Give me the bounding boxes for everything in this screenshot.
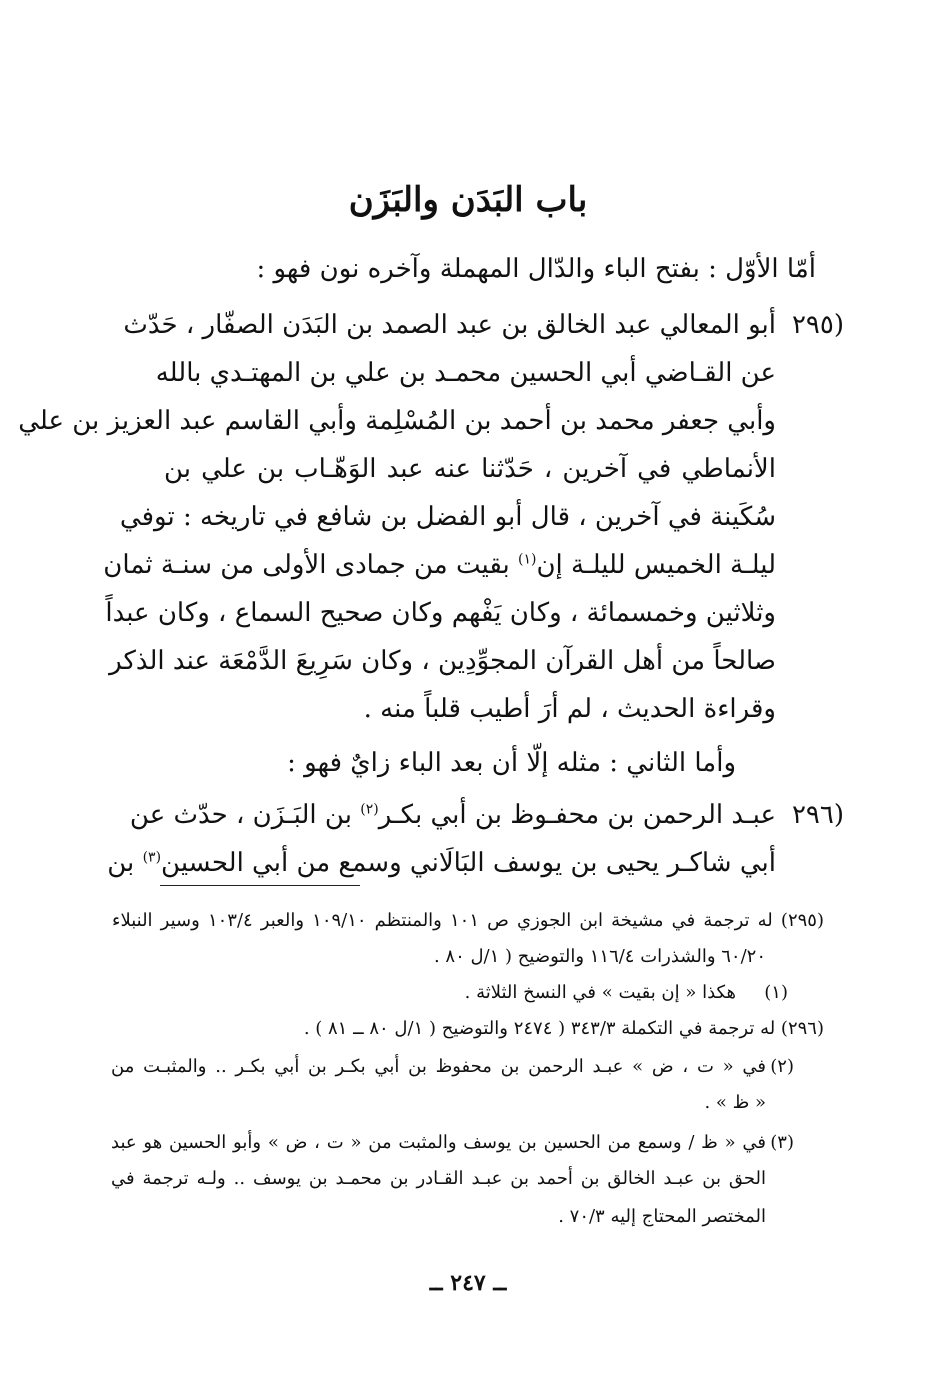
entry-295-line-2: عن القـاضي أبي الحسين محمـد بن علي بن المهتـدي بالله: [155, 358, 776, 388]
entry-295-line-3: وأبي جعفر محمد بن أحمد بن المُسْلِمة وأبي القاسم عبد العزيز بن علي: [18, 406, 776, 436]
footnote-2-number: (٢): [770, 1056, 794, 1077]
entry-296-line-2: [107, 848, 776, 878]
footnote-3-number: (٣): [770, 1132, 794, 1153]
entry-number-295: (٢٩٥: [791, 310, 844, 340]
entry-number-296: (٢٩٦: [791, 800, 844, 830]
intro-second-section: وأما الثاني : مثله إلّا أن بعد الباء زايٌ فهو :: [287, 748, 736, 778]
entry-296-line-2-start: أبي شاكـر يحيى بن يوسف البَالَاني وسمع من أبي الحسين: [161, 848, 776, 878]
entry-295-line-7: وثلاثين وخمسمائة ، وكان يَفْهم وكان صحيح السماع ، وكان عبداً: [105, 598, 776, 628]
footnote-3-line-3: المختصر المحتاج إليه ٧٠/٣ .: [558, 1206, 766, 1227]
footnote-295-line-2: ٦٠/٢٠ والشذرات ١١٦/٤ والتوضيح ( ١/ل ٨٠ .: [433, 946, 766, 967]
footnote-295-line-1: (٢٩٥) له ترجمة في مشيخة ابن الجوزي ص ١٠١ والمنتظم ١٠٩/١٠ والعبر ١٠٣/٤ وسير النبلاء: [112, 910, 824, 931]
entry-296-line-2-end: بن: [107, 848, 143, 878]
footnote-2-line-2: « ظ » .: [704, 1092, 766, 1113]
entry-296-line-1: [129, 800, 776, 830]
entry-295-line-6-end: بقيت من جمادى الأولى من سنـة ثمان: [103, 550, 518, 580]
entry-295-line-1: أبو المعالي عبد الخالق بن عبد الصمد بن البَدَن الصفّار ، حَدّث: [123, 310, 776, 340]
footnote-3-line-1: في « ظ / وسمع من الحسين بن يوسف والمثبت من « ت ، ض » وأبو الحسين هو عبد: [111, 1132, 766, 1153]
entry-295-line-9: وقراءة الحديث ، لم أرَ أطيب قلباً منه .: [363, 694, 776, 724]
entry-295-line-5: سُكَينة في آخرين ، قال أبو الفضل بن شافع في تاريخه : توفي: [119, 502, 776, 532]
footnote-ref-1: (١): [517, 551, 537, 568]
entry-295-line-4: الأنماطي في آخرين ، حَدّثنا عنه عبد الوَهّـاب بن علي بن: [164, 454, 776, 484]
footnote-1-number: (١): [764, 982, 788, 1003]
footnote-296: (٢٩٦) له ترجمة في التكملة ٣٤٣/٣ ( ٢٤٧٤ والتوضيح ( ١/ل ٨٠ ــ ٨١ ) .: [303, 1018, 824, 1039]
footnote-ref-2: (٢): [360, 801, 379, 818]
footnote-3-line-2: الحق بن عبـد الخالق بن أحمد بن عبـد القـادر بن محمـد بن يوسف .. ولـه ترجمة في: [111, 1168, 766, 1189]
footnote-ref-3: (٣): [142, 849, 162, 866]
intro-first-section: أمّا الأوّل : بفتح الباء والدّال المهملة وآخره نون فهو :: [256, 254, 816, 284]
entry-296-line-1-start: عبـد الرحمن بن محفـوظ بن أبي بكـر: [378, 800, 776, 830]
entry-295-line-6: [103, 550, 776, 580]
page-number: ــ ٢٤٧ ــ: [429, 1270, 507, 1296]
footnote-2-line-1: في « ت ، ض » عبـد الرحمن بن محفوظ بن أبي بكـر بن أبي بكـر .. والمثبـت من: [111, 1056, 766, 1077]
footnote-1-text: هكذا « إن بقيت » في النسخ الثلاثة .: [464, 982, 736, 1003]
entry-295-line-8: صالحاً من أهل القرآن المجوِّدِين ، وكان سَرِيعَ الدَّمْعَة عند الذكر: [109, 646, 776, 676]
entry-295-line-6-start: ليلـة الخميس لليلـة إن: [536, 550, 776, 580]
entry-296-line-1-end: بن البَـزَن ، حدّث عن: [129, 800, 361, 830]
chapter-heading: باب البَدَن والبَزَن: [348, 180, 588, 220]
footnote-separator: [160, 885, 360, 886]
